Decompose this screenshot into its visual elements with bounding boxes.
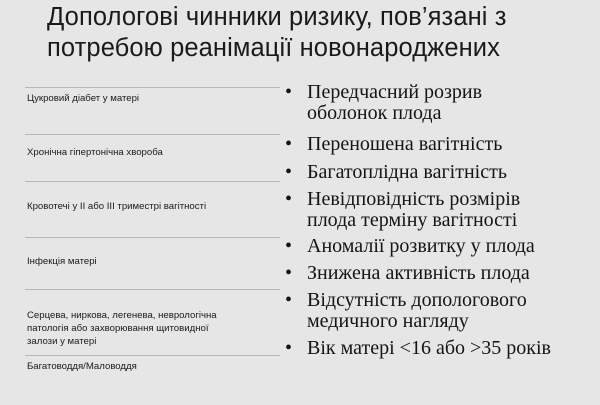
list-item [285, 338, 595, 359]
table-row [25, 181, 280, 237]
table-row [25, 87, 280, 134]
bullet-icon: • [285, 188, 293, 210]
list-item-line: плода терміну вагітності [307, 209, 518, 231]
factor-text-line: залози у матері [27, 336, 97, 347]
list-item-line: Переношена вагітність [307, 133, 503, 155]
bullet-icon: • [285, 161, 293, 183]
list-item-line: Вік матері <16 або >35 років [307, 337, 551, 359]
table-cell [27, 309, 279, 348]
list-item-text [307, 162, 595, 183]
list-item [285, 82, 595, 124]
factor-text-line: Серцева, ниркова, легенева, неврологічна [27, 310, 217, 321]
bullet-icon: • [285, 235, 293, 257]
list-item-text [307, 189, 595, 231]
list-item-line: оболонок плода [307, 102, 442, 124]
factor-text: Кровотечі у ІІ або ІІІ триместрі вагітності [27, 201, 207, 212]
list-item-line: Невідповідність розмірів [307, 188, 521, 210]
list-item-text [307, 134, 595, 155]
list-item-line: медичного нагляду [307, 310, 469, 332]
bullet-icon: • [285, 337, 293, 359]
table-row [25, 355, 280, 381]
slide-title-line: Допологові чинники ризику, пов’язані з [47, 3, 507, 31]
table-cell [27, 360, 279, 373]
slide-title-line: потребою реанімації новонароджених [47, 34, 500, 62]
bullet-icon: • [285, 81, 293, 103]
bullet-icon: • [285, 262, 293, 284]
bullet-icon: • [285, 289, 293, 311]
list-item [285, 189, 595, 231]
list-item-line: Передчасний розрив [307, 81, 483, 103]
table-cell [27, 146, 279, 159]
list-item-text [307, 290, 595, 332]
factor-text: Інфекція матері [27, 256, 97, 267]
table-row [25, 134, 280, 181]
table-cell [27, 92, 279, 105]
list-item-line: Багатоплідна вагітність [307, 161, 507, 183]
list-item [285, 290, 595, 332]
list-item [285, 134, 595, 155]
factor-text: Хронічна гіпертонічна хвороба [27, 147, 163, 158]
factor-text: Багатоводдя/Маловоддя [27, 361, 137, 372]
list-item-line: Знижена активність плода [307, 262, 530, 284]
list-item [285, 162, 595, 183]
list-item-text [307, 236, 595, 257]
list-item [285, 263, 595, 284]
list-item-line: Аномалії розвитку у плода [307, 235, 535, 257]
list-item-text [307, 82, 595, 124]
factor-text: Цукровий діабет у матері [27, 93, 140, 104]
table-row [25, 237, 280, 289]
table-cell [27, 200, 279, 213]
slide-title [47, 2, 587, 64]
factor-text-line: патологія або захворювання щитовидної [27, 323, 209, 334]
list-item-line: Відсутність допологового [307, 289, 527, 311]
list-item-text [307, 338, 595, 359]
bullet-icon: • [285, 133, 293, 155]
table-row [25, 289, 280, 355]
list-item-text [307, 263, 595, 284]
table-cell [27, 255, 279, 268]
list-item [285, 236, 595, 257]
